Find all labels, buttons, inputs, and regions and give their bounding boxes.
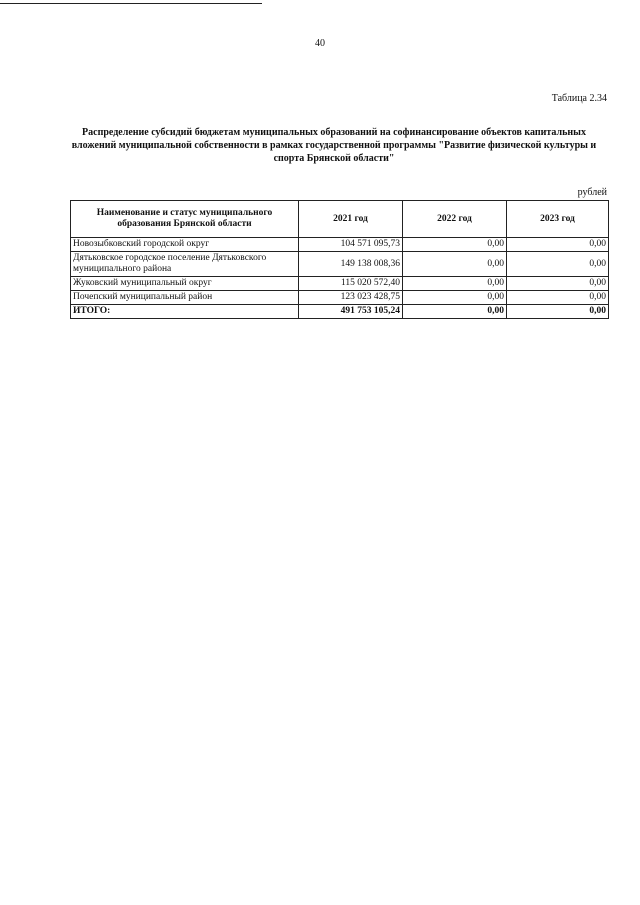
document-title-line: вложений муниципальной собственности в рамках государственной программы "Развитие физической культуры и [71, 140, 597, 151]
table-row [71, 291, 609, 305]
header-2021: 2021 год [299, 201, 403, 238]
total-2023: 0,00 [507, 305, 609, 319]
row-2022: 0,00 [403, 291, 507, 305]
header-name: Наименование и статус муниципального образования Брянской области [71, 201, 299, 238]
table-total-row [71, 305, 609, 319]
row-name: Жуковский муниципальный округ [71, 277, 299, 291]
row-2022: 0,00 [403, 252, 507, 277]
document-title [60, 126, 608, 165]
row-2021: 149 138 008,36 [299, 252, 403, 277]
row-2021: 104 571 095,73 [299, 238, 403, 252]
document-title-line: спорта Брянской области" [273, 153, 395, 164]
top-rule [0, 3, 262, 4]
row-2022: 0,00 [403, 238, 507, 252]
subsidy-table [70, 200, 609, 319]
row-name: Новозыбковский городской округ [71, 238, 299, 252]
header-2022: 2022 год [403, 201, 507, 238]
table-header-row [71, 201, 609, 238]
table-caption: Таблица 2.34 [551, 93, 607, 104]
row-2021: 123 023 428,75 [299, 291, 403, 305]
header-2023: 2023 год [507, 201, 609, 238]
row-2023: 0,00 [507, 291, 609, 305]
table-row [71, 277, 609, 291]
row-2023: 0,00 [507, 277, 609, 291]
units-label: рублей [577, 187, 607, 198]
page-number: 40 [315, 38, 325, 49]
table-row [71, 252, 609, 277]
total-name: ИТОГО: [71, 305, 299, 319]
row-2021: 115 020 572,40 [299, 277, 403, 291]
row-name: Дятьковское городское поселение Дятьковского муниципального района [71, 252, 299, 277]
row-2023: 0,00 [507, 238, 609, 252]
row-name: Почепский муниципальный район [71, 291, 299, 305]
document-title-line: Распределение субсидий бюджетам муниципальных образований на софинансирование объектов капитальных [82, 127, 586, 138]
total-2022: 0,00 [403, 305, 507, 319]
table-row [71, 238, 609, 252]
total-2021: 491 753 105,24 [299, 305, 403, 319]
row-2023: 0,00 [507, 252, 609, 277]
row-2022: 0,00 [403, 277, 507, 291]
